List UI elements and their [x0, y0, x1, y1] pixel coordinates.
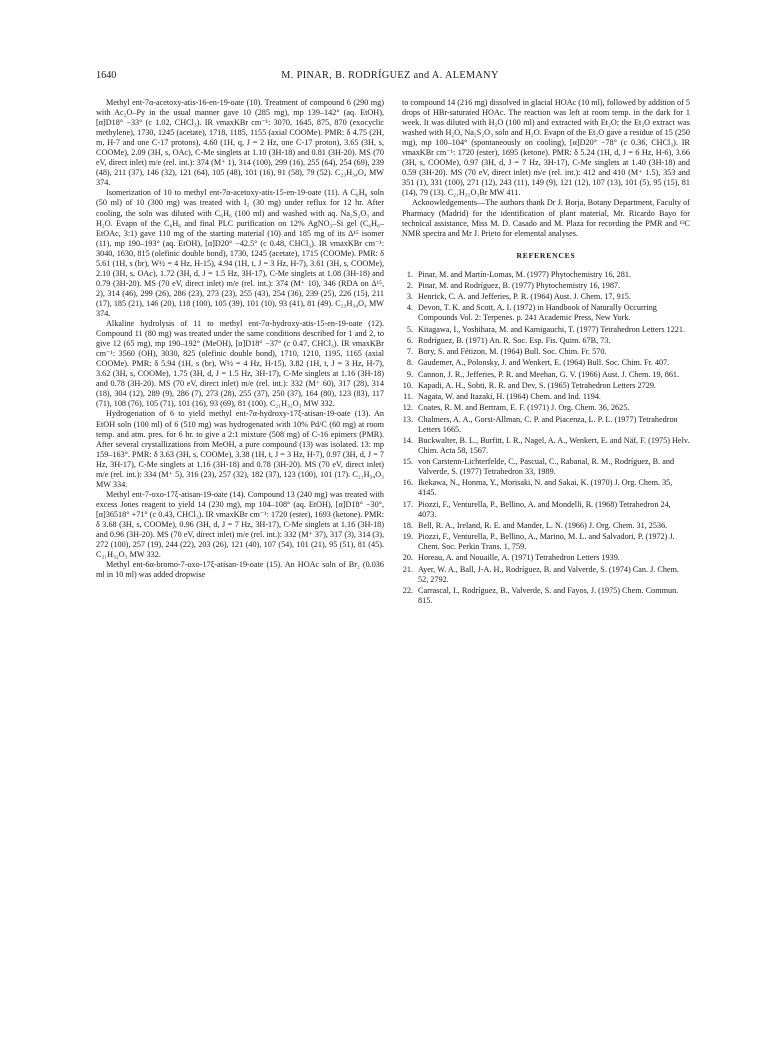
reference-number: 17. [402, 499, 413, 509]
reference-number: 3. [406, 292, 413, 302]
reference-text: Henrick, C. A. and Jefferies, P. R. (1964) Aust. J. Chem. 17, 915. [418, 292, 631, 302]
reference-text: Ikekawa, N., Honma, Y., Morisaki, N. and Sakai, K. (1970) J. Org. Chem. 35, 4145. [418, 478, 673, 498]
reference-number: 11. [403, 392, 413, 402]
paragraph-hydrolysis-12: Alkaline hydrolysis of 11 to methyl ent-7α-hydroxy-atis-15-en-19-oate (12). Compound 11 (80 mg) was treated under the same conditions described for 1 and 2, to give 12 (65 mg), mp 190–192° (MeOH), [α]D18° −37° (c 0.47, CHCl₃). IR νmaxKBr cm⁻¹: 3560 (OH), 3030, 825 (olefinic double bond), 1710, 1210, 1195, 1165 (axial COOMe). PMR: δ 5.94 (1H, s (br), W½ = 4 Hz, H-15), 3.82 (1H, t, J = 3 Hz, H-7), 3.62 (3H, s, COOMe), 1.75 (3H, d, J = 1.5 Hz, 3H-17), C-Me singlets at 1.16 (3H-18) and 0.78 (3H-20). MS (70 eV, direct inlet) m/e (rel. int.): 332 (M⁺ 60), 317 (28), 314 (18), 304 (12), 289 (9), 286 (7), 273 (28), 255 (37), 250 (37), 164 (80), 123 (83), 117 (71), 108 (76), 105 (71), 101 (16), 93 (69), 81 (100). C₂₁H₃₂O₃ MW 332. [96, 319, 384, 409]
reference-text: Kapadi, A. H., Sobti, R. R. and Dev, S. (1965) Tetrahedron Letters 2729. [418, 380, 656, 390]
reference-number: 5. [406, 324, 413, 334]
reference-number: 19. [402, 532, 413, 542]
paragraph-compound-15-cont: to compound 14 (216 mg) dissolved in glacial HOAc (10 ml), followed by addition of 5 drops of HBr-saturated HOAc. The reaction was left at room temp. in the dark for 1 week. It was diluted with H₂O (100 ml) and extracted with Et₂O; the Et₂O extract was washed with H₂O, Na₂S₂O₃ soln and H₂O. Evapn of the Et₂O gave a residue of 15 (250 mg), mp 100–104° (spontaneously on cooling), [α]D20° −78° (c 0.36, CHCl₃). IR νmaxKBr cm⁻¹: 1720 (ester), 1695 (ketone). PMR: δ 5.24 (1H, d, J = 6 Hz, H-6), 3.66 (3H, s, COOMe), 0.97 (3H, d, J = 7 Hz, 3H-17), C-Me singlets at 1.40 (3H-18) and 0.59 (3H-20). MS (70 eV, direct inlet) m/e (rel. int.): 412 and 410 (M⁺ 1.5), 353 and 351 (1), 331 (100), 271 (12), 243 (11), 149 (9), 121 (12), 107 (13), 101 (5), 95 (15), 81 (14), 79 (13). C₂₁H₃₁O₃Br MW 411. [402, 98, 690, 198]
paragraph-compound-15: Methyl ent-6α-bromo-7-oxo-17ξ-atisan-19-oate (15). An HOAc soln of Br₂ (0.036 ml in 10 ml) was added dropwise [96, 560, 384, 580]
reference-number: 21. [402, 564, 413, 574]
reference-text: Cannon, J. R., Jefferies, P. R. and Meehan, G. V. (1966) Aust. J. Chem. 19, 861. [418, 369, 680, 379]
reference-number: 2. [406, 280, 413, 290]
reference-item [402, 303, 690, 323]
reference-text: Carrascal, I., Rodríguez, B., Valverde, S. and Fayos, J. (1975) Chem. Commun. 815. [418, 586, 679, 606]
reference-text: Bell, R. A., Ireland, R. E. and Mander, L. N. (1966) J. Org. Chem. 31, 2536. [418, 520, 668, 530]
reference-number: 9. [406, 369, 413, 379]
references-heading: REFERENCES [516, 250, 576, 260]
reference-text: Horeau, A. and Nouaille, A. (1971) Tetrahedron Letters 1939. [418, 553, 620, 563]
reference-item [402, 270, 690, 280]
reference-item [402, 336, 690, 346]
reference-item [402, 457, 690, 477]
reference-number: 16. [402, 478, 413, 488]
reference-text: Buckwalter, B. L., Burfitt, I. R., Nagel, A. A., Wenkert, E. and Näf, F. (1975) Helv. Chim. Acta 58, 1567. [418, 435, 690, 455]
reference-text: von Carstenn-Lichterfelde, C., Pascual, C., Rabanal, R. M., Rodríguez, B. and Valverde, S. (1977) Tetrahedron 33, 1989. [418, 457, 675, 477]
acknowledgements: Acknowledgements—The authors thank Dr J. Borja, Botany Department, Faculty of Pharmacy (Madrid) for the identification of plant material, Mr. Ricardo Bayo for technical assistance, Miss M. D. Casado and M. Plaza for recording the PMR and ¹³C NMR spectra and Mr J. Prieto for elemental analyses. [402, 198, 690, 238]
running-header [96, 70, 684, 84]
reference-number: 8. [406, 358, 413, 368]
reference-text: Coates, R. M. and Bertram, E. F. (1971) J. Org. Chem. 36, 2625. [418, 403, 630, 413]
reference-item [402, 553, 690, 563]
reference-item [402, 381, 690, 391]
reference-item [402, 565, 690, 585]
reference-text: Bory, S. and Fétizon, M. (1964) Bull. Soc. Chim. Fr. 570. [418, 347, 607, 357]
reference-item [402, 281, 690, 291]
reference-text: Rodríguez, B. (1971) An. R. Soc. Esp. Fis. Quim. 67B, 73. [418, 335, 611, 345]
reference-item [402, 370, 690, 380]
reference-item [402, 478, 690, 498]
reference-item [402, 325, 690, 335]
reference-number: 10. [402, 380, 413, 390]
reference-item [402, 586, 690, 606]
reference-text: Devon, T. K. and Scott, A. I. (1972) in Handbook of Naturally Occurring Compounds Vol. 2: Terpenes. p. 241 Academic Press, New York. [418, 303, 657, 323]
reference-item [402, 358, 690, 368]
reference-number: 22. [402, 586, 413, 595]
reference-number: 13. [402, 414, 413, 424]
paragraph-isomerization-11: Isomerization of 10 to methyl ent-7α-acetoxy-atis-15-en-19-oate (11). A C₆H₆ soln (50 ml) of 10 (300 mg) was treated with I₂ (30 mg) under reflux for 12 hr. After cooling, the soln was diluted with C₆H₆ (100 ml) and washed with aq. Na₂S₂O₃ and H₂O. Evapn of the C₆H₆ and final PLC purification on 12% AgNO₃–Si gel (C₆H₆–EtOAc, 3:1) gave 110 mg of the starting material (10) and 185 mg of its Δ¹⁵ isomer (11), mp 190–193° (aq. EtOH), [α]D20° −42.5° (c 0.48, CHCl₃). IR νmaxKBr cm⁻¹: 3040, 1630, 815 (olefinic double bond), 1730, 1245 (acetate), 1715 (COOMe). PMR: δ 5.61 (1H, s (br), W½ = 4 Hz, H-15), 4.94 (1H, t, J = 3 Hz, H-7), 3.61 (3H, s, COOMe), 2.10 (3H, s, OAc), 1.72 (3H, d, J = 1.5 Hz, 3H-17), C-Me singlets at 1.08 (3H-18) and 0.79 (3H-20). MS (70 eV, direct inlet) m/e (rel. int.): 374 (M⁺ 10), 346 (RDA on Δ¹⁵, 2), 314 (46), 299 (26), 286 (23), 273 (23), 255 (43), 254 (36), 239 (25), 226 (15), 211 (17), 185 (21), 146 (20), 118 (100), 105 (39), 101 (10), 93 (41), 81 (49). C₂₃H₃₄O₄ MW 374. [96, 188, 384, 318]
reference-item [402, 392, 690, 402]
reference-number: 20. [402, 553, 413, 563]
reference-number: 4. [406, 303, 413, 313]
reference-text: Pinar, M. and Martín-Lomas, M. (1977) Phytochemistry 16, 281. [418, 269, 631, 279]
reference-number: 15. [402, 457, 413, 467]
reference-item [402, 500, 690, 520]
reference-item [402, 292, 690, 302]
reference-text: Piozzi, F., Venturella, P., Bellino, A., Marino, M. L. and Salvadori, P. (1972) J. Chem. Soc. Perkin Trans. 1, 759. [418, 532, 675, 552]
reference-item [402, 521, 690, 531]
reference-text: Piozzi, F., Venturella, P., Bellino, A. and Mondelli, R. (1968) Tetrahedron 24, 4073. [418, 499, 671, 519]
reference-item [402, 415, 690, 435]
reference-item [402, 347, 690, 357]
reference-text: Nagata, W. and Itazaki, H. (1964) Chem. and Ind. 1194. [418, 392, 601, 402]
paragraph-compound-10: Methyl ent-7α-acetoxy-atis-16-en-19-oate (10). Treatment of compound 6 (290 mg) with Ac₂O–Py in the usual manner gave 10 (285 mg), mp 139–142° (aq. EtOH), [α]D18° −33° (c 1.02, CHCl₃). IR νmaxKBr cm⁻¹: 3070, 1645, 875, 870 (exocyclic methylene), 1730, 1245 (acetate), 1718, 1185, 1155 (axial COOMe). PMR: δ 4.75 (2H, m, H-7 and one C-17 protons), 4.60 (1H, q, J = 2 Hz, one C-17 proton), 3.65 (3H, s, COOMe), 2.09 (3H, s, OAc), C-Me singlets at 1.10 (3H-18) and 0.81 (3H-20). MS (70 eV, direct inlet) m/e (rel. int.): 374 (M⁺ 1), 314 (100), 299 (16), 255 (64), 254 (69), 239 (48), 211 (37), 146 (32), 121 (64), 105 (48), 101 (16), 91 (58), 79 (52). C₂₃H₃₄O₄ MW 374. [96, 98, 384, 188]
reference-text: Pinar, M. and Rodríguez, B. (1977) Phytochemistry 16, 1987. [418, 280, 621, 290]
reference-item [402, 436, 690, 456]
reference-number: 12. [402, 403, 413, 413]
reference-text: Ayer, W. A., Ball, J-A. H., Rodríguez, B. and Valverde, S. (1974) Can. J. Chem. 52, 2792. [418, 564, 679, 584]
reference-number: 6. [406, 335, 413, 345]
reference-item [402, 532, 690, 552]
references-list [402, 270, 690, 606]
running-authors: M. PINAR, B. RODRÍGUEZ and A. ALEMANY [281, 70, 499, 81]
reference-text: Gaudemer, A., Polonsky, J. and Wenkert, E. (1964) Bull. Soc. Chim. Fr. 407. [418, 358, 670, 368]
reference-number: 1. [406, 269, 413, 279]
reference-number: 18. [402, 520, 413, 530]
reference-text: Kitagawa, I., Yoshihara, M. and Kamigauchi, T. (1977) Tetrahedron Letters 1221. [418, 324, 686, 334]
paragraph-compound-14: Methyl ent-7-oxo-17ξ-atisan-19-oate (14). Compound 13 (240 mg) was treated with excess Jones reagent to yield 14 (230 mg), mp 104–108° (aq. EtOH), [α]D18° −30°, [α]36518° +71° (c 0.43, CHCl₃). IR νmaxKBr cm⁻¹: 1720 (ester), 1693 (ketone). PMR: δ 3.68 (3H, s, COOMe), 0.96 (3H, d, J = 7 Hz, 3H-17), C-Me singlets at 1.16 (3H-18) and 0.96 (3H-20). MS (70 eV, direct inlet) m/e (rel. int.): 332 (M⁺ 37), 317 (3), 314 (3), 272 (100), 257 (19), 244 (22), 203 (26), 121 (40), 107 (54), 101 (21), 95 (51), 81 (45). C₂₁H₃₂O₃ MW 332. [96, 489, 384, 560]
reference-number: 14. [402, 435, 413, 445]
reference-item [402, 403, 690, 413]
page-number: 1640 [96, 70, 117, 81]
right-column [402, 98, 690, 607]
paragraph-hydrogenation-13: Hydrogenation of 6 to yield methyl ent-7α-hydroxy-17ξ-atisan-19-oate (13). An EtOH soln (100 ml) of 6 (510 mg) was hydrogenated with 10% Pd/C (60 mg) at room temp. and atm. pres. for 6 hr. to give a 2:1 mixture (508 mg) of C-16 epimers (PMR). After several crystallizations from MeOH, a pure compound (13) was isolated. 13: mp 159–163°. PMR: δ 3.63 (3H, s, COOMe), 3.38 (1H, t, J = 3 Hz, H-7), 0.97 (3H, d, J = 7 Hz, 3H-17), C-Me singlets at 1.16 (3H-18) and 0.78 (3H-20). MS (70 eV, direct inlet) m/e (rel. int.): 334 (M⁺ 5), 316 (23), 257 (32), 182 (37), 123 (100), 101 (17). C₂₁H₃₄O₃ MW 334. [96, 409, 384, 489]
left-column [96, 98, 384, 580]
reference-number: 7. [406, 347, 413, 357]
reference-text: Chalmers, A. A., Gorst-Allman, C. P. and Piacenza, L. P. L. (1977) Tetrahedron Letters 1665. [418, 414, 678, 434]
